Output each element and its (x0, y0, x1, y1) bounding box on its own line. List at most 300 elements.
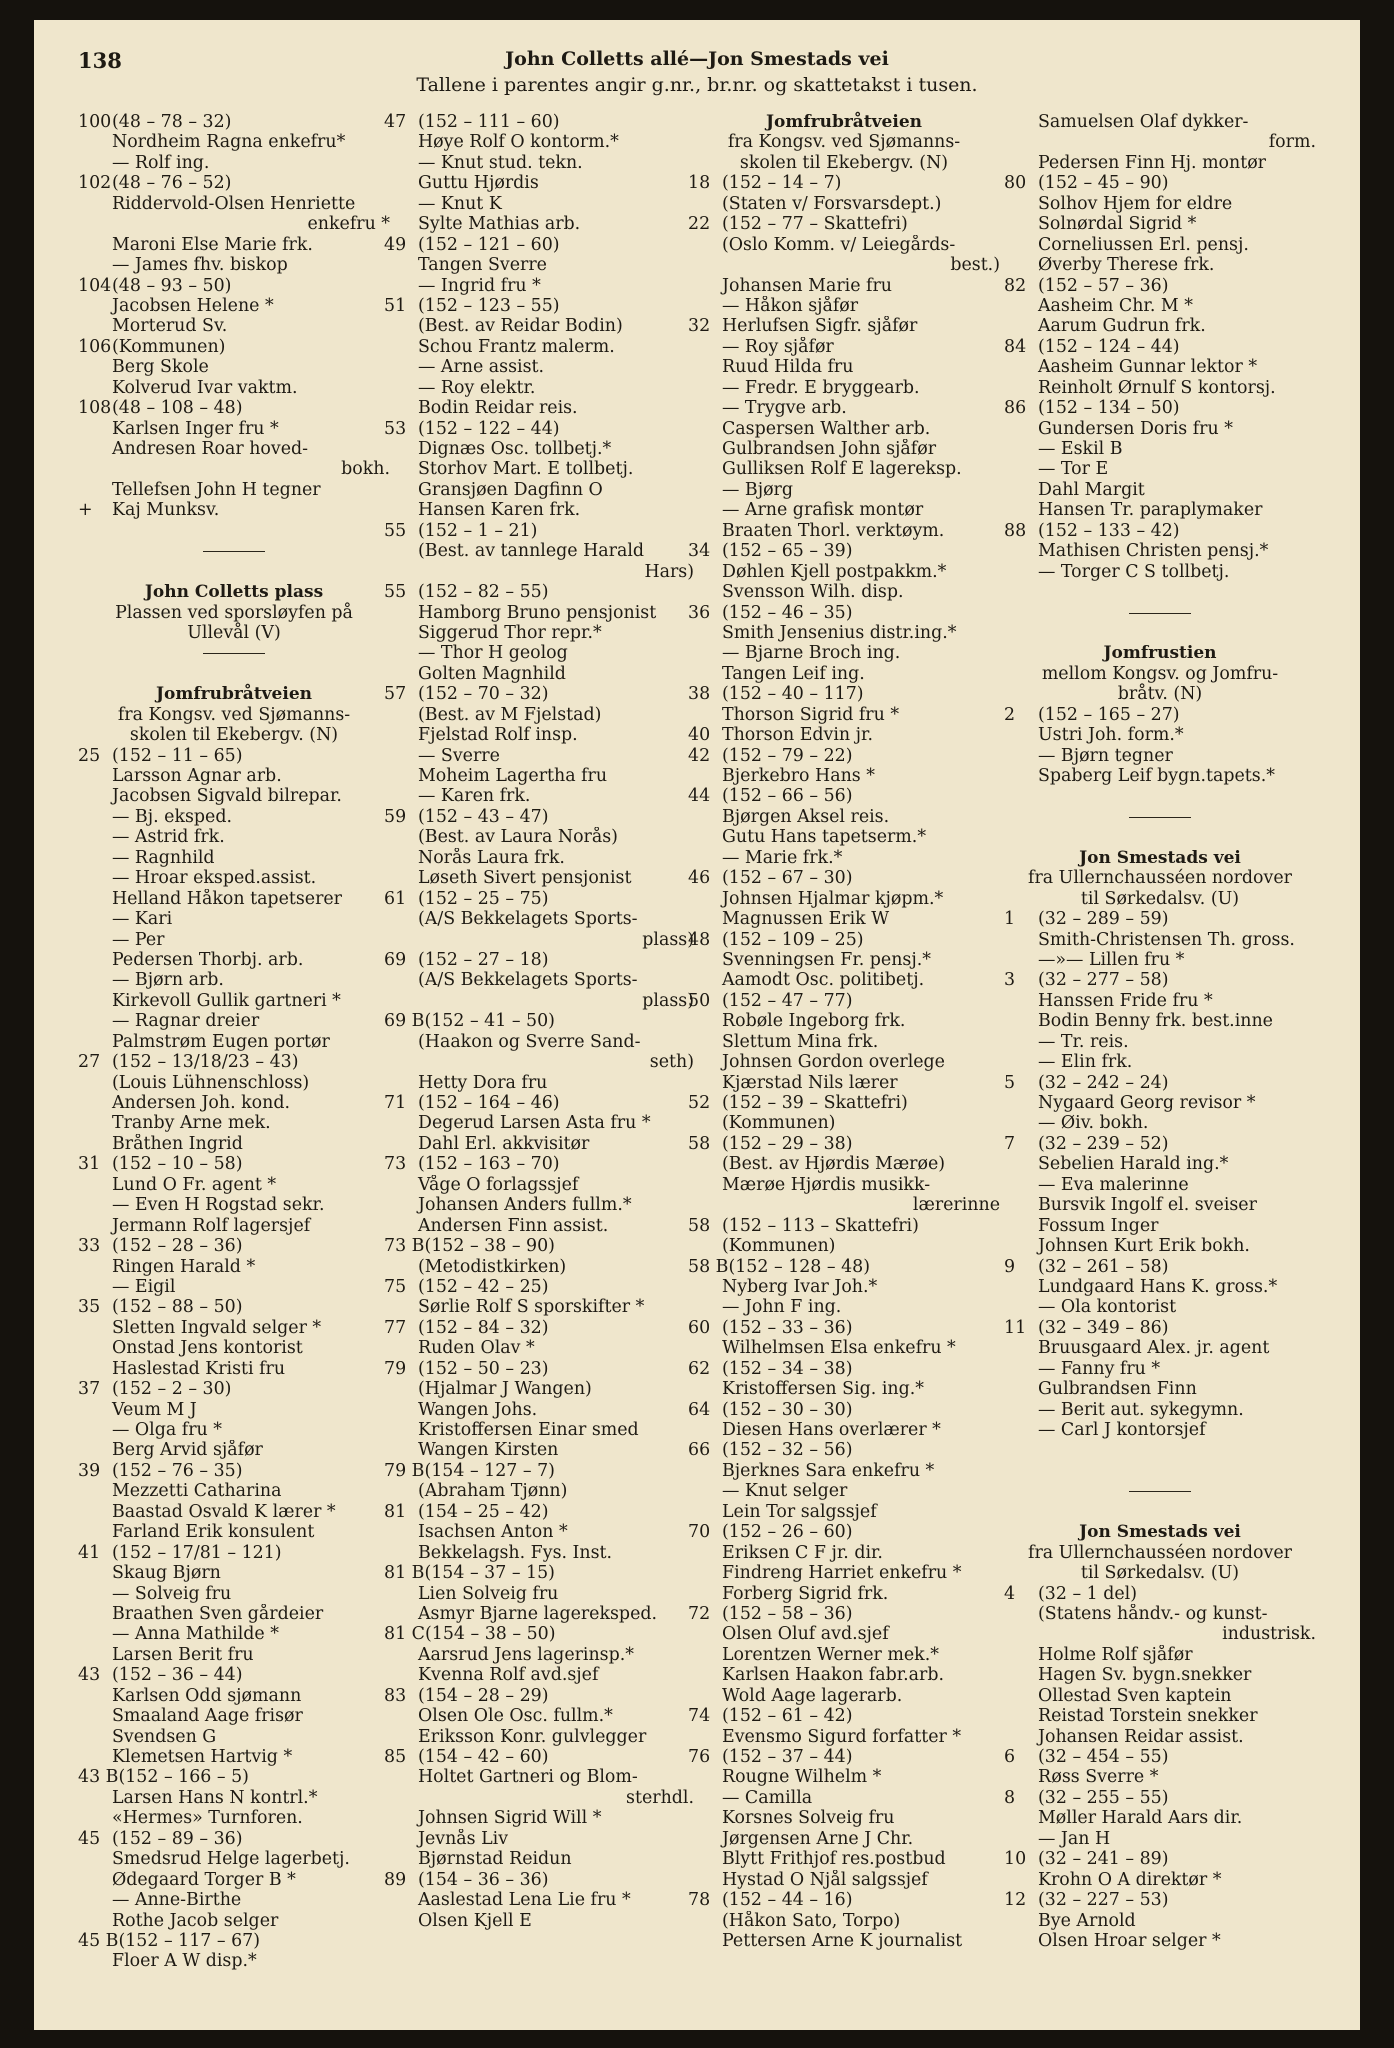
resident-entry (384, 766, 694, 786)
resident-entry (688, 235, 1000, 255)
entry-text: — Knut stud. tekn. (418, 152, 583, 173)
address-entry (1004, 398, 1316, 418)
address-entry (688, 684, 1000, 704)
resident-entry (384, 643, 694, 663)
resident-entry (384, 1481, 694, 1501)
resident-entry (1004, 1604, 1316, 1624)
address-entry (1004, 337, 1316, 357)
resident-entry (78, 1911, 390, 1931)
resident-entry (78, 1195, 390, 1215)
resident-entry (688, 766, 1000, 786)
entry-text: (152 – 166 – 5) (118, 1767, 249, 1788)
house-number: 40 (688, 725, 711, 746)
resident-entry (1004, 1420, 1316, 1440)
house-number: 81 B (384, 1563, 425, 1584)
entry-text: Pedersen Finn Hj. montør (1038, 152, 1266, 173)
entry-text: (152 – 57 – 36) (1038, 275, 1169, 296)
resident-entry (1004, 132, 1316, 152)
entry-text: (32 – 277 – 58) (1038, 970, 1169, 991)
resident-entry (78, 1318, 390, 1338)
resident-entry (688, 582, 1000, 602)
resident-entry (78, 868, 390, 888)
entry-text: Kjærstad Nils lærer (722, 1072, 898, 1093)
resident-entry (78, 214, 390, 234)
entry-text: Løseth Sivert pensjonist (418, 868, 632, 889)
entry-text: (152 – 13/18/23 – 43) (112, 1052, 299, 1073)
house-number: 49 (384, 234, 407, 255)
entry-text: — Torger C S tollbetj. (1038, 561, 1230, 582)
entry-text: Gundersen Doris fru * (1038, 418, 1233, 439)
resident-entry (384, 1829, 694, 1849)
resident-entry (1004, 500, 1316, 520)
resident-entry (384, 1808, 694, 1828)
entry-text: (32 – 239 – 52) (1038, 1133, 1169, 1154)
entry-text: Lorentzen Werner mek.* (722, 1644, 939, 1665)
house-number: 77 (384, 1317, 407, 1338)
entry-text: Møller Harald Aars dir. (1038, 1808, 1243, 1829)
address-entry (1004, 1890, 1316, 1910)
address-entry (688, 746, 1000, 766)
entry-text: Berg Arvid sjåfør (112, 1440, 263, 1461)
entry-text: — Fanny fru * (1038, 1358, 1161, 1379)
address-entry (1004, 276, 1316, 296)
address-entry (1004, 521, 1316, 541)
entry-text: Herlufsen Sigfr. sjåfør (722, 316, 918, 337)
entry-text: (Staten v/ Forsvarsdept.) (722, 193, 942, 214)
entry-text: (152 – 70 – 32) (418, 684, 549, 705)
resident-entry (78, 1890, 390, 1910)
entry-text: — Ola kontorist (1038, 1297, 1177, 1318)
resident-entry (688, 889, 1000, 909)
address-entry (688, 725, 1000, 745)
entry-text: Tangen Sverre (418, 255, 547, 276)
address-entry (78, 112, 390, 132)
entry-text: (Håkon Sato, Torpo) (722, 1910, 901, 1931)
resident-entry (384, 1440, 694, 1460)
house-number: 37 (78, 1379, 101, 1400)
resident-entry (78, 1277, 390, 1297)
resident-entry (78, 1604, 390, 1624)
address-entry (78, 500, 390, 520)
resident-entry (78, 1073, 390, 1093)
address-entry (384, 1563, 694, 1583)
house-number: 52 (688, 1093, 711, 1113)
house-number: 3 (1004, 970, 1016, 991)
resident-entry (384, 1890, 694, 1910)
house-number: 32 (688, 316, 711, 337)
entry-text: (152 – 25 – 75) (418, 888, 549, 909)
entry-text: —»— Lillen fru * (1038, 949, 1185, 970)
entry-text: — Tor E (1038, 459, 1109, 480)
entry-text: Karlsen Inger fru * (112, 418, 279, 439)
resident-entry (688, 1154, 1000, 1174)
house-number: 6 (1004, 1747, 1016, 1767)
resident-entry (384, 1113, 694, 1133)
resident-entry (1004, 1236, 1316, 1256)
resident-entry (78, 459, 390, 479)
entry-text: (Best. av M Fjelstad) (418, 704, 602, 725)
entry-text: (152 – 11 – 65) (112, 745, 243, 766)
entry-text: plass) (642, 990, 694, 1011)
address-entry (1004, 1318, 1316, 1338)
entry-text: (Kommunen) (722, 1236, 836, 1257)
house-number: 81 (384, 1501, 407, 1522)
address-entry (1004, 909, 1316, 929)
entry-text: (152 – 43 – 47) (418, 806, 549, 827)
entry-text: Fossum Inger (1038, 1215, 1159, 1236)
entry-text: — Per (112, 929, 165, 950)
address-entry (384, 684, 694, 704)
resident-entry (384, 337, 694, 357)
resident-entry (384, 398, 694, 418)
entry-text: Tellefsen John H tegner (112, 479, 321, 500)
entry-text: Wilhelmsen Elsa enkefru * (722, 1338, 956, 1359)
address-entry (78, 746, 390, 766)
entry-text: — Jan H (1038, 1828, 1111, 1849)
entry-text: (Metodistkirken) (418, 1256, 567, 1277)
entry-text: (152 – 165 – 27) (1038, 704, 1180, 725)
entry-text: Golten Magnhild (418, 663, 566, 684)
entry-text: Bekkelagsh. Fys. Inst. (418, 1542, 613, 1563)
entry-text: Fjelstad Rolf insp. (418, 725, 578, 746)
resident-entry (1004, 316, 1316, 336)
address-entry (1004, 173, 1316, 193)
resident-entry (1004, 439, 1316, 459)
resident-entry (78, 296, 390, 316)
resident-entry (688, 1788, 1000, 1808)
resident-entry (78, 1359, 390, 1379)
resident-entry (78, 950, 390, 970)
resident-entry (1004, 562, 1316, 582)
resident-entry (1004, 1277, 1316, 1297)
entry-text: (154 – 28 – 29) (418, 1685, 549, 1706)
entry-text: Tranby Arne mek. (112, 1113, 271, 1134)
resident-entry (78, 1951, 390, 1971)
resident-entry (384, 480, 694, 500)
resident-entry (1004, 357, 1316, 377)
resident-entry (688, 1727, 1000, 1747)
entry-text: (Abraham Tjønn) (418, 1481, 568, 1502)
resident-entry (688, 1624, 1000, 1644)
resident-entry (384, 1604, 694, 1624)
resident-entry (384, 603, 694, 623)
entry-text: (32 – 289 – 59) (1038, 909, 1169, 930)
column-4 (1004, 112, 1316, 1951)
entry-text: (Louis Lühnenschloss) (112, 1072, 310, 1093)
resident-entry (384, 1849, 694, 1869)
entry-text: Aasheim Chr. M * (1038, 295, 1193, 316)
resident-entry (688, 1849, 1000, 1869)
address-entry (78, 1052, 390, 1072)
house-number: 47 (384, 112, 407, 132)
resident-entry (78, 991, 390, 1011)
address-entry (688, 1400, 1000, 1420)
entry-text: Slettum Mina frk. (722, 1031, 879, 1052)
entry-text: Jacobsen Sigvald bilrepar. (112, 786, 342, 807)
entry-text: Kirkevoll Gullik gartneri * (112, 990, 341, 1011)
entry-text: (32 – 242 – 24) (1038, 1072, 1169, 1093)
address-entry (384, 807, 694, 827)
resident-entry (688, 807, 1000, 827)
entry-text: plass) (642, 929, 694, 950)
resident-entry (384, 1032, 694, 1052)
entry-text: Guttu Hjørdis (418, 173, 539, 194)
address-entry (384, 1154, 694, 1174)
address-entry (1004, 1788, 1316, 1808)
address-entry (688, 316, 1000, 336)
street-heading: Jon Smestads vei (1079, 847, 1241, 868)
entry-text: Aarsrud Jens lagerinsp.* (418, 1644, 634, 1665)
entry-text: Smedsrud Helge lagerbetj. (112, 1849, 350, 1870)
entry-text: (152 – 45 – 90) (1038, 173, 1169, 194)
entry-text: (152 – 77 – Skattefri) (722, 214, 908, 235)
resident-entry (78, 1563, 390, 1583)
entry-text: Dahl Erl. akkvisitør (418, 1133, 590, 1154)
resident-entry (1004, 1338, 1316, 1358)
entry-text: (48 – 78 – 32) (112, 112, 232, 132)
address-entry (384, 112, 694, 132)
resident-entry (384, 991, 694, 1011)
resident-entry (688, 970, 1000, 990)
entry-text: Nordheim Ragna enkefru* (112, 132, 346, 153)
resident-entry (1004, 1379, 1316, 1399)
entry-text: Kaj Munksv. (112, 500, 220, 521)
column-2 (384, 112, 694, 1931)
resident-entry (688, 1277, 1000, 1297)
entry-text: Nygaard Georg revisor * (1038, 1093, 1256, 1113)
resident-entry (78, 909, 390, 929)
house-number: 74 (688, 1706, 711, 1727)
resident-entry (688, 664, 1000, 684)
entry-text: Johnsen Hjalmar kjøpm.* (722, 888, 944, 909)
resident-entry (384, 664, 694, 684)
entry-text: (48 – 93 – 50) (112, 275, 232, 296)
resident-entry (1004, 1624, 1316, 1644)
entry-text: (152 – 163 – 70) (418, 1154, 560, 1175)
address-entry (78, 1379, 390, 1399)
resident-entry (78, 419, 390, 439)
address-entry (384, 1236, 694, 1256)
resident-entry (688, 255, 1000, 275)
address-entry (1004, 1584, 1316, 1604)
resident-entry (384, 500, 694, 520)
directory-page (34, 20, 1360, 2030)
entry-text: — Ragnhild (112, 847, 215, 868)
house-number: 35 (78, 1297, 101, 1318)
resident-entry (1004, 950, 1316, 970)
resident-entry (384, 705, 694, 725)
entry-text: Aaslestad Lena Lie fru * (418, 1890, 631, 1911)
entry-text: Riddervold-Olsen Henriette (112, 193, 356, 214)
resident-entry (78, 1502, 390, 1522)
entry-text: (48 – 76 – 52) (112, 173, 232, 194)
entry-text: Johnsen Sigrid Will * (418, 1808, 602, 1829)
entry-text: (152 – 65 – 39) (722, 541, 853, 562)
entry-text: — Berit aut. sykegymn. (1038, 1399, 1244, 1420)
entry-text: Samuelsen Olaf dykker- (1038, 112, 1249, 132)
resident-entry (78, 1788, 390, 1808)
house-number: 72 (688, 1603, 711, 1624)
house-number: 55 (384, 582, 407, 603)
resident-entry (78, 1257, 390, 1277)
entry-text: Nyberg Ivar Joh.* (722, 1276, 878, 1297)
house-number: 73 B (384, 1236, 425, 1257)
resident-entry (1004, 1011, 1316, 1031)
entry-text: — Bj. eksped. (112, 806, 232, 827)
resident-entry (384, 357, 694, 377)
street-heading: Jon Smestads vei (1079, 1522, 1241, 1543)
entry-text: Klemetsen Hartvig * (112, 1747, 293, 1767)
address-entry (688, 786, 1000, 806)
resident-entry (688, 1379, 1000, 1399)
spacer (78, 664, 390, 684)
entry-text: Smith Jensenius distr.ing.* (722, 622, 957, 643)
house-number: 33 (78, 1236, 101, 1257)
entry-text: (152 – 37 – 44) (722, 1747, 853, 1767)
resident-entry (384, 1420, 694, 1440)
address-entry (78, 173, 390, 193)
entry-text: Aasheim Gunnar lektor * (1038, 357, 1258, 378)
resident-entry (688, 500, 1000, 520)
house-number: 71 (384, 1093, 407, 1113)
resident-entry (688, 1645, 1000, 1665)
entry-text: Reistad Torstein snekker (1038, 1706, 1258, 1727)
resident-entry (384, 1543, 694, 1563)
entry-text: Bråthen Ingrid (112, 1133, 243, 1154)
house-number: + (78, 500, 93, 521)
spacer (1004, 1461, 1316, 1481)
street-description: mellom Kongsv. og Jomfru- (1041, 663, 1279, 684)
entry-text: (152 – 128 – 48) (728, 1256, 871, 1277)
resident-entry (688, 1767, 1000, 1787)
address-entry (78, 1461, 390, 1481)
entry-text: (152 – 61 – 42) (722, 1706, 853, 1727)
entry-text: (152 – 88 – 50) (112, 1297, 243, 1318)
entry-text: (Best. av Reidar Bodin) (418, 316, 623, 337)
entry-text: — Tr. reis. (1038, 1031, 1129, 1052)
entry-text: Larsen Hans N kontrl.* (112, 1787, 318, 1808)
entry-text: (152 – 40 – 117) (722, 684, 864, 705)
entry-text: — Eigil (112, 1276, 176, 1297)
resident-entry (78, 1216, 390, 1236)
resident-entry (688, 1113, 1000, 1133)
entry-text: Onstad Jens kontorist (112, 1338, 303, 1359)
resident-entry (384, 1175, 694, 1195)
resident-entry (688, 1338, 1000, 1358)
resident-entry (688, 623, 1000, 643)
entry-text: Norås Laura frk. (418, 847, 565, 868)
address-entry (384, 1359, 694, 1379)
resident-entry (688, 1052, 1000, 1072)
resident-entry (1004, 1400, 1316, 1420)
entry-text: Ruden Olav * (418, 1338, 535, 1359)
entry-text: Lundgaard Hans K. gross.* (1038, 1276, 1278, 1297)
entry-text: «Hermes» Turnforen. (112, 1808, 303, 1829)
entry-text: Bjørgen Aksel reis. (722, 806, 890, 827)
entry-text: Hagen Sv. bygn.snekker (1038, 1665, 1252, 1686)
entry-text: Bodin Reidar reis. (418, 398, 578, 419)
entry-text: (152 – 76 – 35) (112, 1460, 243, 1481)
entry-text: Karlsen Haakon fabr.arb. (722, 1665, 945, 1686)
resident-entry (1004, 1829, 1316, 1849)
resident-entry (1004, 1032, 1316, 1052)
address-entry (688, 1134, 1000, 1154)
section-divider (1004, 603, 1316, 623)
house-number: 39 (78, 1460, 101, 1481)
house-number: 38 (688, 684, 711, 705)
house-number: 36 (688, 602, 711, 623)
resident-entry (384, 1706, 694, 1726)
street-description: Ullevål (V) (187, 622, 281, 643)
entry-text: Siggerud Thor repr.* (418, 622, 602, 643)
entry-text: sterhdl. (626, 1787, 694, 1808)
address-entry (1004, 705, 1316, 725)
entry-text: Svensson Wilh. disp. (722, 582, 904, 603)
address-entry (78, 1665, 390, 1685)
house-number: 51 (384, 295, 407, 316)
house-number: 85 (384, 1747, 407, 1767)
address-entry (688, 1359, 1000, 1379)
entry-text: (152 – 10 – 58) (112, 1154, 243, 1175)
resident-entry (688, 1461, 1000, 1481)
resident-entry (384, 1522, 694, 1542)
entry-text: (152 – 30 – 30) (722, 1399, 853, 1420)
house-number: 48 (688, 929, 711, 950)
resident-entry (384, 1195, 694, 1215)
entry-text: (152 – 121 – 60) (418, 234, 560, 255)
resident-entry (78, 1706, 390, 1726)
address-entry (688, 173, 1000, 193)
address-entry (384, 1461, 694, 1481)
address-entry (688, 1706, 1000, 1726)
entry-text: Hansen Tr. paraplymaker (1038, 500, 1263, 521)
entry-text: Mezzetti Catharina (112, 1481, 282, 1502)
entry-text: — Anna Mathilde * (112, 1624, 279, 1645)
entry-text: Helland Håkon tapetserer (112, 888, 342, 909)
entry-text: Johansen Anders fullm.* (418, 1195, 632, 1216)
resident-entry (384, 173, 694, 193)
house-number: 50 (688, 990, 711, 1011)
house-number: 45 (78, 1828, 101, 1849)
resident-entry (78, 766, 390, 786)
entry-text: Bodin Benny frk. best.inne (1038, 1011, 1273, 1032)
entry-text: Bruusgaard Alex. jr. agent (1038, 1338, 1270, 1359)
entry-text: Holme Rolf sjåfør (1038, 1644, 1193, 1665)
resident-entry (78, 439, 390, 459)
street-description: fra Ullernchausséen nordover (1028, 868, 1292, 889)
resident-entry (688, 296, 1000, 316)
entry-text: (152 – 26 – 60) (722, 1522, 853, 1543)
resident-entry (384, 1073, 694, 1093)
address-entry (688, 1093, 1000, 1113)
resident-entry (1004, 480, 1316, 500)
entry-text: Dignæs Osc. tollbetj.* (418, 439, 612, 459)
resident-entry (78, 1011, 390, 1031)
house-number: 18 (688, 173, 711, 194)
spacer (1004, 582, 1316, 602)
entry-text: Palmstrøm Eugen portør (112, 1031, 330, 1052)
entry-text: Olsen Ole Osc. fullm.* (418, 1706, 613, 1727)
address-entry (384, 1093, 694, 1113)
entry-text: (32 – 261 – 58) (1038, 1256, 1169, 1277)
house-number: 59 (384, 806, 407, 827)
spacer (78, 562, 390, 582)
entry-text: Johnsen Gordon overlege (722, 1052, 945, 1073)
entry-text: — Elin frk. (1038, 1052, 1133, 1073)
resident-entry (1004, 1154, 1316, 1174)
resident-entry (384, 132, 694, 152)
house-number: 79 B (384, 1460, 425, 1481)
